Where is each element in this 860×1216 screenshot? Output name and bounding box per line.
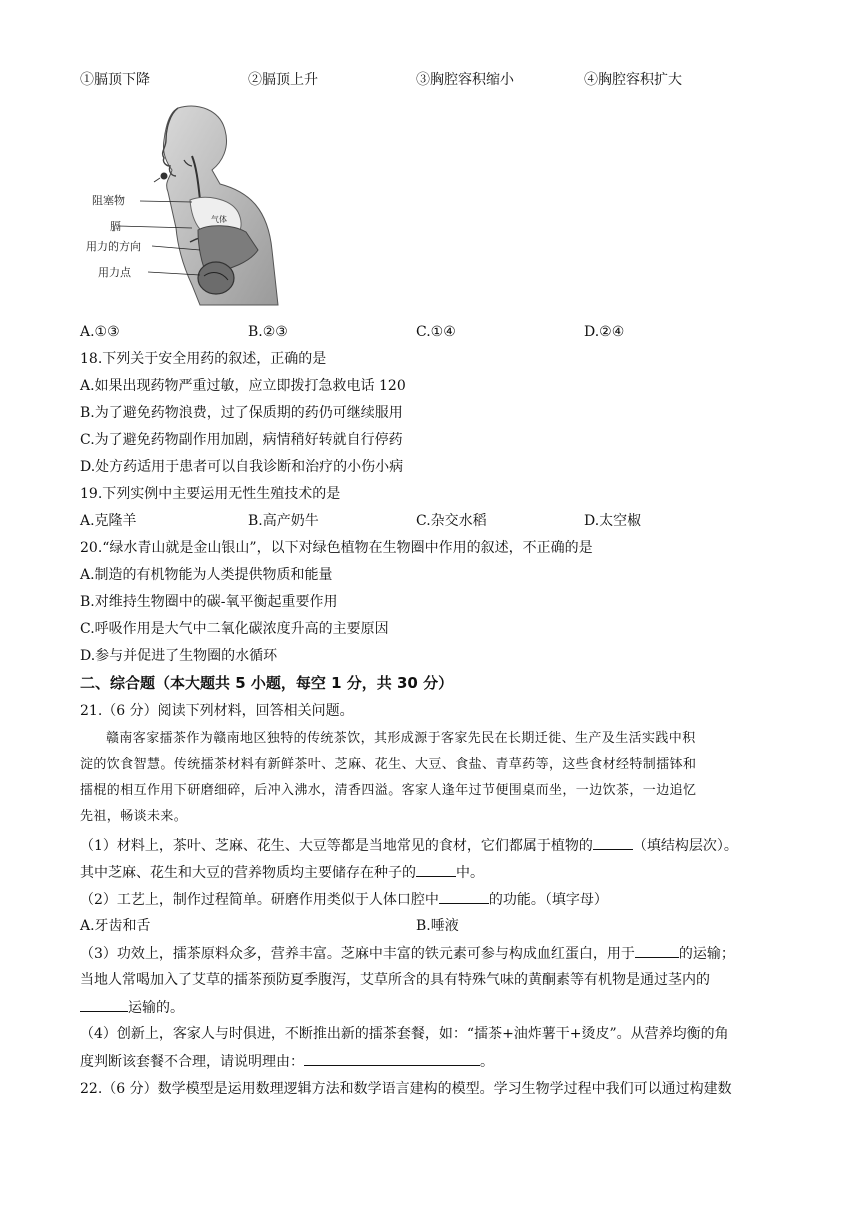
q17-option-4: ④胸腔容积扩大 [584,72,682,88]
label-diaphragm: 膈 [110,220,121,233]
q21-passage-line-2: 淀的饮食智慧。传统擂茶材料有新鲜茶叶、芝麻、花生、大豆、食盐、青草药等，这些食材经特制擂钵和 [80,757,697,772]
q21-part4-line1: （4）创新上，客家人与时俱进，不断推出新的擂茶套餐，如：“擂茶+油炸薯干+烫皮”。从营养均衡的角 [80,1026,729,1042]
label-force-direction: 用力的方向 [86,240,141,253]
q21-passage-line-3: 擂棍的相互作用下研磨细碎，后冲入沸水，清香四溢。客家人逢年过节便围桌而坐，一边饮茶，一边追忆 [80,783,697,798]
q19-option-d: D.太空椒 [584,513,642,529]
q20-option-c: C.呼吸作用是大气中二氧化碳浓度升高的主要原因 [80,621,389,637]
q21-part1-text-a: （1）材料上，茶叶、芝麻、花生、大豆等都是当地常见的食材，它们都属于植物的 [80,838,593,854]
q19-option-c: C.杂交水稻 [416,513,487,529]
q20-stem: 20.“绿水青山就是金山银山”，以下对绿色植物在生物圈中作用的叙述，不正确的是 [80,540,593,556]
q21-part2-option-b: B.唾液 [416,918,459,934]
answer-blank-mouth-function[interactable] [439,889,489,904]
svg-text:气体: 气体 [211,215,227,224]
q21-part3-line3 [80,997,184,1018]
answer-blank-stem-tissue[interactable] [80,997,128,1012]
q21-part4-line2 [80,1051,494,1072]
answer-blank-seed-part[interactable] [416,862,456,877]
q20-option-a: A.制造的有机物能为人类提供物质和能量 [80,567,333,583]
label-force-point: 用力点 [98,266,131,279]
q17-answer-d: D.②④ [584,324,625,340]
q19-stem: 19.下列实例中主要运用无性生殖技术的是 [80,486,341,502]
q21-part2-text-a: （2）工艺上，制作过程简单。研磨作用类似于人体口腔中 [80,892,439,908]
q22-stem: 22.（6 分）数学模型是运用数理逻辑方法和数学语言建构的模型。学习生物学过程中我们可以通过构建数 [80,1081,732,1097]
q21-part2 [80,889,608,910]
q18-stem: 18.下列关于安全用药的叙述，正确的是 [80,351,327,367]
label-obstruction: 阻塞物 [92,194,125,207]
q21-stem: 21.（6 分）阅读下列材料，回答相关问题。 [80,703,354,719]
q21-part4-text-c: 。 [480,1054,494,1070]
q21-part4-text-b: 度判断该套餐不合理，请说明理由： [80,1054,304,1070]
q21-part3-line1 [80,943,735,964]
q18-option-b: B.为了避免药物浪费，过了保质期的药仍可继续服用 [80,405,403,421]
answer-blank-transport[interactable] [635,943,679,958]
q21-passage-line-4: 先祖，畅谈未来。 [80,809,188,824]
q21-part2-text-b: 的功能。（填字母） [488,892,608,908]
q17-option-2: ②膈顶上升 [248,72,318,88]
obstruction [161,173,168,180]
q19-option-a: A.克隆羊 [80,513,137,529]
q18-option-c: C.为了避免药物副作用加剧，病情稍好转就自行停药 [80,432,403,448]
q17-answer-b: B.②③ [248,324,288,340]
fist [198,262,234,294]
q19-option-b: B.高产奶牛 [248,513,319,529]
answer-blank-structure-level[interactable] [593,835,633,850]
answer-blank-reason[interactable] [304,1051,480,1066]
q18-option-d: D.处方药适用于患者可以自我诊断和治疗的小伤小病 [80,459,404,475]
q21-part1-text-b: （填结构层次）。 [632,838,738,854]
q17-answer-a: A.①③ [80,324,120,340]
q21-part3-line2: 当地人常喝加入了艾草的擂茶预防夏季腹泻，艾草所含的具有特殊气味的黄酮素等有机物是通过茎内的 [80,972,710,988]
q21-part1-line1 [80,835,738,856]
q18-option-a: A.如果出现药物严重过敏，应立即拨打急救电话 120 [80,378,406,394]
q21-part3-text-b: 的运输； [678,946,735,962]
q21-passage-line-1: 赣南客家擂茶作为赣南地区独特的传统茶饮，其形成源于客家先民在长期迁徙、生产及生活实践中积 [106,731,696,746]
q21-part1-text-c: 其中芝麻、花生和大豆的营养物质均主要储存在种子的 [80,865,416,881]
q21-part3-text-d: 运输的。 [128,1000,184,1016]
q21-part3-text-a: （3）功效上，擂茶原料众多，营养丰富。芝麻中丰富的铁元素可参与构成血红蛋白，用于 [80,946,635,962]
q17-answer-c: C.①④ [416,324,456,340]
q17-option-3: ③胸腔容积缩小 [416,72,514,88]
heimlich-maneuver-figure [80,100,290,312]
q21-part1-line2 [80,862,484,883]
q21-part1-text-d: 中。 [456,865,484,881]
q20-option-b: B.对维持生物圈中的碳-氧平衡起重要作用 [80,594,338,610]
q17-option-1: ①膈顶下降 [80,72,150,88]
section-heading: 二、综合题（本大题共 5 小题，每空 1 分，共 30 分） [80,674,454,692]
q21-part2-option-a: A.牙齿和舌 [80,918,151,934]
q20-option-d: D.参与并促进了生物圈的水循环 [80,648,278,664]
